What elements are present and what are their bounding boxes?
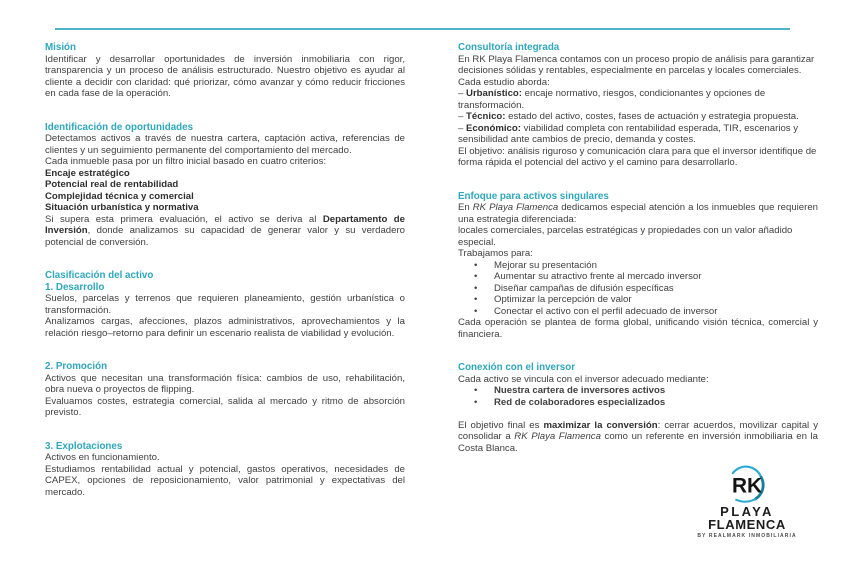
text: locales comerciales, parcelas estratégicas y propiedades con un valor añadido especial. [458,225,793,248]
paragraph [45,464,405,499]
section [45,122,405,249]
bold-text: Potencial real de rentabilidad [45,179,179,190]
bullet-item [458,294,818,306]
italic-text: RK Playa Flamenca [514,431,601,442]
paragraph [458,420,818,455]
paragraph [45,202,405,214]
bold-text: Técnico: [466,111,506,122]
logo-tagline: BY REALMARK INMOBILIARIA [697,533,797,539]
section-heading: Consultoría integrada [458,42,560,53]
section-heading: Enfoque para activos singulares [458,190,609,202]
paragraph [458,202,818,225]
paragraph [458,111,818,123]
text: Si supera esta primera evaluación, el activo se deriva al [45,213,323,225]
bold-text: Departamento de Inversión [45,213,405,236]
section-heading: Conexión con el inversor [458,362,576,373]
text: Optimizar la percepción de valor [494,294,632,305]
text: viabilidad completa con rentabilidad esperada, TIR, escenarios y sensibilidad ante cambios de precio, demanda y costes. [458,122,799,145]
text: encaje normativo, riesgos, condicionantes y opciones de transformación. [458,88,766,111]
section [458,362,818,454]
paragraph [45,168,405,180]
text: , donde analizamos su capacidad de generar valor y su verdadero potencial de conversión. [45,225,405,248]
section [45,270,405,339]
paragraph [458,317,818,340]
section [45,361,405,419]
svg-text:RK: RK [731,474,763,498]
bold-text: Complejidad técnica y comercial [45,190,194,202]
paragraph [458,146,818,169]
paragraph [45,373,405,396]
paragraph [458,88,818,111]
paragraph [45,191,405,203]
paragraph [45,396,405,419]
text: – [458,88,467,99]
section-heading: 3. Explotaciones [45,440,123,452]
section-heading: Identificación de oportunidades [45,121,194,133]
bullet-item [458,260,818,272]
text: Cada estudio aborda: [458,76,550,88]
bold-text: Nuestra cartera de inversores activos [494,385,666,396]
left-column [45,42,405,498]
text: – [458,111,467,122]
bullet-item [458,271,818,283]
section [45,42,405,100]
company-logo [688,464,806,541]
text: Cada operación se plantea de forma global, unificando visión técnica, comercial y financiera. [458,317,818,340]
bullet-list [458,260,818,318]
paragraph [458,123,818,146]
paragraph [45,133,405,156]
right-column [458,42,818,454]
text: Cada inmueble pasa por un filtro inicial basado en cuatro criterios: [45,156,327,167]
paragraph [458,225,818,248]
text: Cada activo se vincula con el inversor adecuado mediante: [458,373,709,385]
paragraph [458,374,818,386]
bullet-item [458,306,818,318]
text: Evaluamos costes, estrategia comercial, salida al mercado y ritmo de absorción previsto. [45,395,405,418]
paragraph [45,54,405,100]
text: Analizamos cargas, afecciones, plazos administrativos, aprovechamientos y la relación riesgo–retorno para definir un escenario realista de viabilidad y evolución. [45,316,405,339]
section [458,191,818,341]
text: Trabajamos para: [458,248,533,259]
text: dedicamos especial atención a los inmuebles que requieren una estrategia diferenciada: [458,202,819,225]
paragraph [45,316,405,339]
bold-text: Económico: [466,122,521,134]
section [458,42,818,169]
section-heading: Misión [45,42,77,53]
logo-text-flamenca: FLAMENCA [708,517,786,532]
paragraph [45,179,405,191]
text: Conectar el activo con el perfil adecuado de inversor [494,305,718,317]
bullet-item [458,385,818,397]
bold-text: Situación urbanística y normativa [45,202,199,213]
bold-text: Encaje estratégico [45,167,130,179]
paragraph [45,452,405,464]
two-column-layout [45,42,818,498]
paragraph [458,248,818,260]
text: Suelos, parcelas y terrenos que requieren planeamiento, gestión urbanística o transformación. [45,293,405,316]
bold-text: maximizar la conversión [543,419,658,431]
text: estado del activo, costes, fases de actuación y estrategia propuesta. [505,111,799,122]
bold-text: Red de colaboradores especializados [494,396,666,408]
paragraph [458,77,818,89]
text: El objetivo: análisis riguroso y comunicación clara para que el inversor identifique de forma rápida el potencial del activo y el camino para desarrollarlo. [458,145,817,168]
text: Identificar y desarrollar oportunidades de inversión inmobiliaria con rigor, transparencia y un proceso de análisis estructurado. Nuestro objetivo es ayudar al cliente a decidir con claridad: qué priorizar, cómo avanzar y cómo reducir fricciones en cada fase de la operación. [45,53,405,99]
text: Activos que necesitan una transformación física: cambios de uso, rehabilitación, obra nueva o proyectos de flipping. [45,372,405,395]
text: Diseñar campañas de difusión específicas [494,282,674,294]
text: En [458,202,473,213]
section-subheading: 1. Desarrollo [45,281,105,293]
section-heading: 2. Promoción [45,361,108,372]
paragraph [45,214,405,249]
paragraph [458,54,818,77]
bold-text: Urbanístico: [466,88,522,99]
spacer [458,408,818,420]
bullet-item [458,397,818,409]
text: Detectamos activos a través de nuestra cartera, captación activa, referencias de clientes y un seguimiento permanente del comportamiento del mercado. [45,133,405,156]
text: Mejorar su presentación [494,259,597,271]
text: Activos en funcionamiento. [45,452,160,463]
bullet-list [458,385,818,408]
text: El objetivo final es [458,419,544,431]
italic-text: RK Playa Flamenca [472,202,559,213]
section-heading: Clasificación del activo [45,270,154,281]
section [45,441,405,499]
text: como un referente en inversión inmobiliaria en la Costa Blanca. [458,431,819,454]
logo-text-playa: PLAYA [720,504,774,519]
top-divider-rule [55,28,790,30]
paragraph [45,293,405,316]
text: En RK Playa Flamenca contamos con un proceso propio de análisis para garantizar decisiones sólidas y rentables, especialmente en parcelas y locales comerciales. [458,53,815,76]
text: Estudiamos rentabilidad actual y potencial, gastos operativos, necesidades de CAPEX, opciones de reposicionamiento, valor patrimonial y expectativas del mercado. [45,463,405,498]
paragraph [45,156,405,168]
bullet-item [458,283,818,295]
text: : cerrar acuerdos, movilizar capital y consolidar a [458,419,818,442]
rk-monogram-icon [721,464,773,504]
text: – [458,122,467,134]
text: Aumentar su atractivo frente al mercado inversor [494,271,702,282]
